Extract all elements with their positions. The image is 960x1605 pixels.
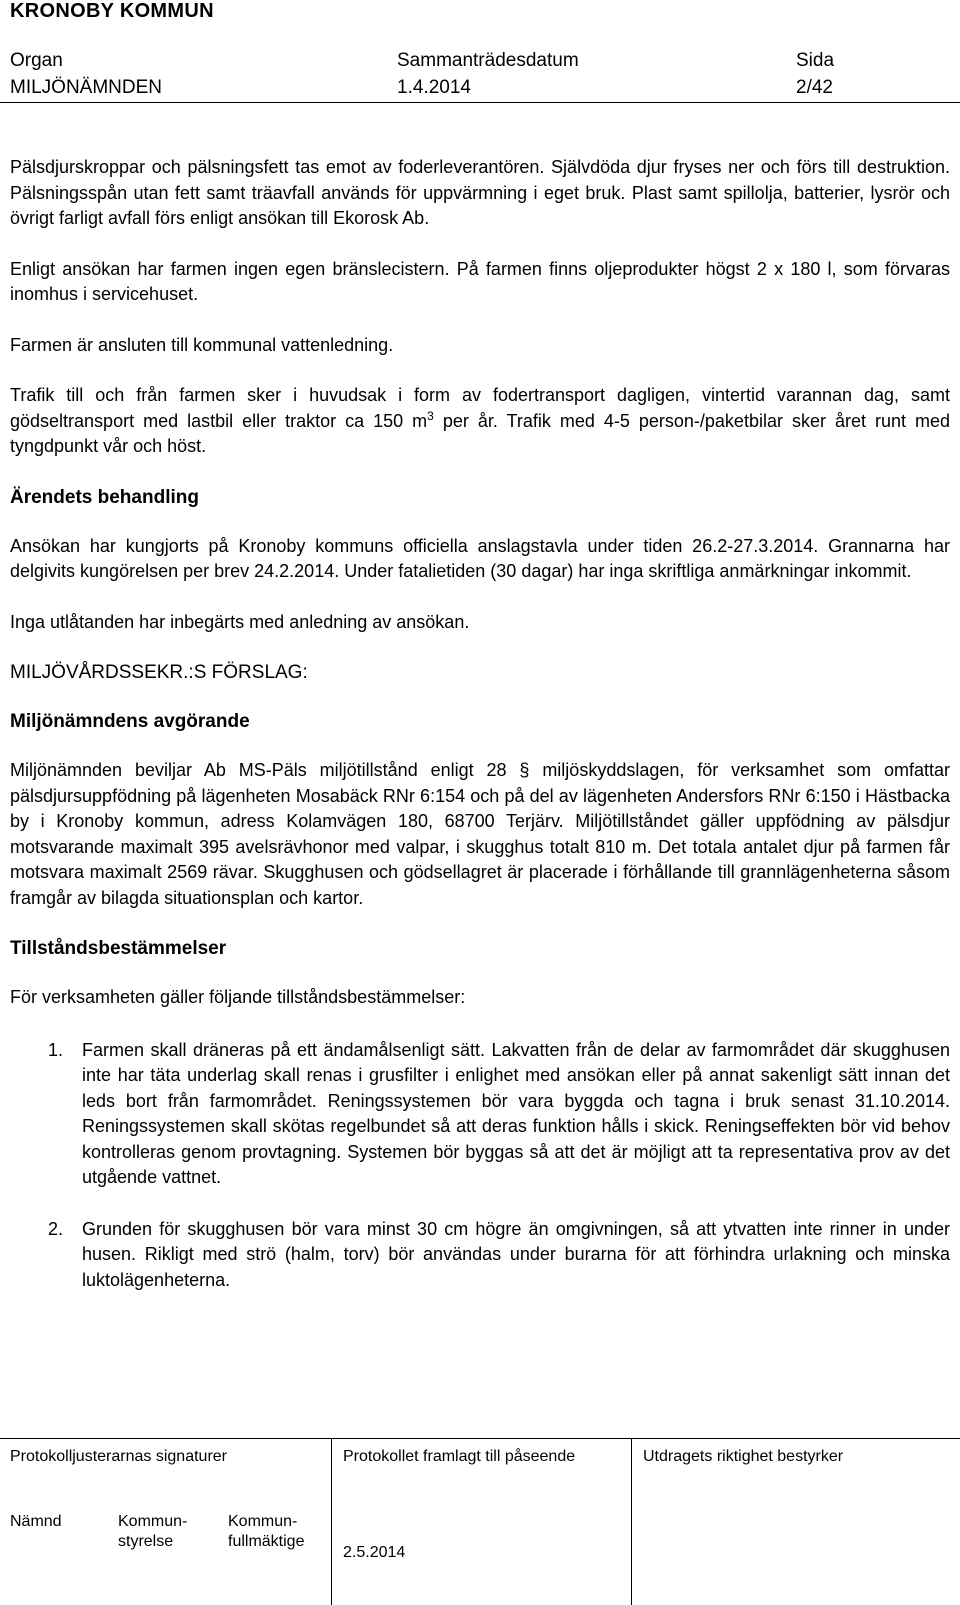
footer-column-divider (331, 1438, 332, 1605)
paragraph-statements: Inga utlåtanden har inbegärts med anledning av ansökan. (10, 611, 470, 632)
list-item-text: Grunden för skugghusen bör vara minst 30 cm högre än omgivningen, så att ytvatten inte rinner in under husen. Rikligt med strö (halm, torv) bör användas under burarna för att förhindra urlakning och minska luktolägenheterna. (82, 1218, 950, 1290)
footer-divider (0, 1438, 960, 1439)
paragraph-conditions-intro: För verksamheten gäller följande tillståndsbestämmelser: (10, 987, 466, 1007)
signatures-label: Protokolljusterarnas signaturer (10, 1448, 227, 1465)
list-item-number: 2. (48, 1218, 64, 1239)
styrelse-line-1: Kommun- (118, 1513, 188, 1530)
paragraph-waste: Pälsdjurskroppar och pälsningsfett tas emot av foderleverantören. Självdöda djur fryses ner och förs till destruktion. Pälsningsspån utan fett samt träavfall används för uppvärmning i eget bruk. Plast samt spillolja, batterier, lysrör och övrigt farligt avfall förs enligt ansökan till Ekorosk Ab. (10, 157, 950, 228)
proposal-label: MILJÖVÅRDSSEKR.:S FÖRSLAG: (10, 662, 308, 683)
municipality-name: KRONOBY KOMMUN (10, 0, 214, 22)
list-item (10, 1217, 950, 1294)
list-item (10, 1038, 950, 1191)
footer-column-divider (631, 1438, 632, 1605)
paragraph-fuel: Enligt ansökan har farmen ingen egen bränslecistern. På farmen finns oljeprodukter högst 2 x 180 l, som förvaras inomhus i servicehuset. (10, 258, 950, 304)
document-body (10, 155, 950, 1319)
signature-column-namnd: Nämnd (10, 1513, 62, 1530)
paragraph-water: Farmen är ansluten till kommunal vattenledning. (10, 334, 394, 355)
organ-value: MILJÖNÄMNDEN (10, 77, 163, 98)
list-item-number: 1. (48, 1039, 64, 1060)
heading-tillstandsbestammelser: Tillståndsbestämmelser (10, 938, 227, 959)
heading-avgorande: Miljönämndens avgörande (10, 711, 250, 732)
page-number: 2/42 (796, 77, 833, 98)
fullmaktige-line-1: Kommun- (228, 1513, 298, 1530)
page-label: Sida (796, 50, 835, 71)
date-label: Sammanträdesdatum (397, 50, 579, 71)
paragraph-traffic (10, 383, 950, 460)
paragraph-announcement: Ansökan har kungjorts på Kronoby kommuns officiella anslagstavla under tiden 26.2-27.3.2014. Grannarna har delgivits kungörelsen per brev 24.2.2014. Under fatalietiden (30 dagar) har inga skriftliga anmärkningar inkommit. (10, 535, 950, 581)
styrelse-line-2: styrelse (118, 1533, 174, 1550)
signature-column-fullmaktige (228, 1512, 304, 1552)
conditions-list (10, 1038, 950, 1294)
date-value: 1.4.2014 (397, 77, 471, 98)
fullmaktige-line-2: fullmäktige (228, 1533, 305, 1550)
superscript-3: 3 (427, 408, 434, 423)
signature-column-styrelse (118, 1512, 187, 1552)
paragraph-decision: Miljönämnden beviljar Ab MS-Päls miljötillstånd enligt 28 § miljöskyddslagen, för verksamhet som omfattar pälsdjursuppfödning på lägenheten Mosabäck RNr 6:154 och på del av lägenheten Andersfors RNr 6:150 i Hästbacka by i Kronoby kommun, adress Kolamvägen 180, 68700 Terjärv. Miljötillståndet gäller uppfödning av pälsdjur motsvarande maximalt 395 avelsrävhonor med valpar, i skugghus totalt 810 m. Det totala antalet djur på farmen får motsvara maximalt 2569 rävar. Skugghusen och gödsellagret är placerade i förhållande till grannlägenheterna såsom framgår av bilagda situationsplan och kartor. (10, 760, 950, 908)
traffic-text-b: per år. Trafik med 4-5 person-/paketbilar sker året runt med tyngdpunkt vår och höst. (10, 410, 950, 456)
organ-label: Organ (10, 50, 63, 71)
heading-arendets-behandling: Ärendets behandling (10, 486, 199, 508)
list-item-text: Farmen skall dräneras på ett ändamålsenligt sätt. Lakvatten från de delar av farmområdet där skugghusen inte har täta underlag skall renas i grusfilter i enlighet med ansökan eller på annat sakenligt sätt innan det leds bort från farmområdet. Reningssystemen bör vara byggda och tagna i bruk senast 31.10.2014. Reningssystemen skall skötas regelbundet så att deras funktion hålls i skick. Reningseffekten bör vid behov kontrolleras genom provtagning. Systemen bör byggas så att det är möjligt att ta representativa prov av det utgående vattnet. (82, 1039, 950, 1187)
public-display-label: Protokollet framlagt till påseende (343, 1448, 576, 1465)
traffic-text-a: Trafik till och från farmen sker i huvudsak i form av fodertransport dagligen, vintertid varannan dag, samt gödseltransport med lastbil eller traktor ca 150 m (10, 385, 950, 431)
public-display-date: 2.5.2014 (343, 1544, 406, 1561)
certified-label: Utdragets riktighet bestyrker (643, 1448, 844, 1465)
header-divider (0, 102, 960, 103)
